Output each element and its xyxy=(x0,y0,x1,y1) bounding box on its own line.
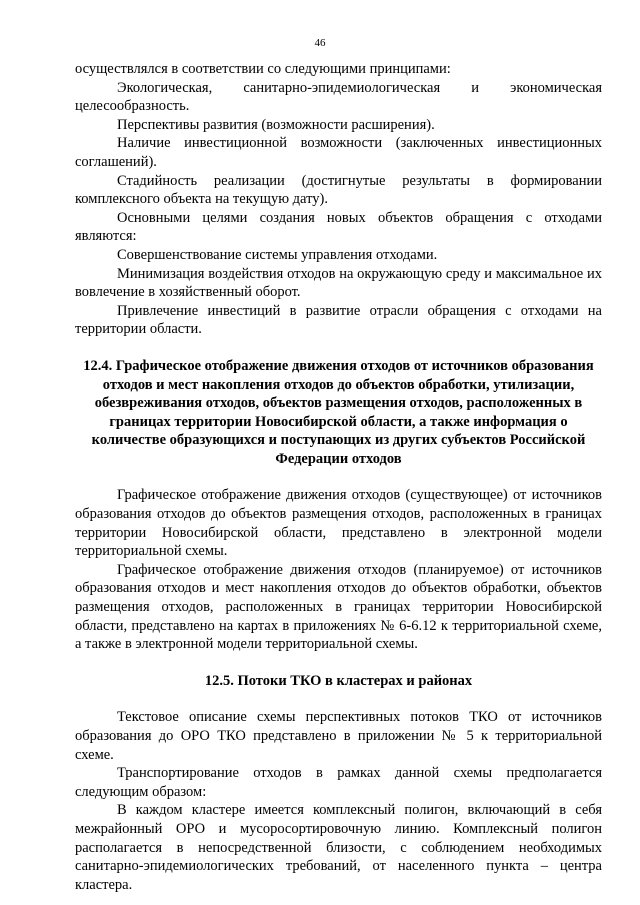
paragraph: Графическое отображение движения отходов (планируемое) от источников образования отходов и мест накопления отходов до объектов обработки, объектов размещения отходов, расположенных в границах территории Новосибирской области, представлено на картах в приложениях № 6-6.12 к территориальной схеме, а также в электронной модели территориальной схемы. xyxy=(75,561,602,653)
paragraph: Экологическая, санитарно-эпидемиологическая и экономическая целесообразность. xyxy=(75,79,602,115)
paragraph: осуществлялся в соответствии со следующими принципами: xyxy=(75,61,451,77)
page-number: 46 xyxy=(314,37,326,49)
paragraph: Минимизация воздействия отходов на окружающую среду и максимальное их вовлечение в хозяйственный оборот. xyxy=(75,265,602,301)
paragraph: Основными целями создания новых объектов обращения с отходами являются: xyxy=(75,209,602,245)
paragraph: Привлечение инвестиций в развитие отрасли обращения с отходами на территории области. xyxy=(75,302,602,338)
paragraph: Перспективы развития (возможности расширения). xyxy=(117,116,435,133)
section-heading-12-5: 12.5. Потоки ТКО в кластерах и районах xyxy=(204,672,473,689)
paragraph: Текстовое описание схемы перспективных потоков ТКО от источников образования до ОРО ТКО представлено в приложении № 5 к территориальной схеме. xyxy=(75,709,602,763)
paragraph: Графическое отображение движения отходов (существующее) от источников образования отходов до объектов размещения отходов, расположенных в границах территории Новосибирской области, представлено в электронной модели территориальной схемы. xyxy=(75,487,602,560)
paragraph: Наличие инвестиционной возможности (заключенных инвестиционных соглашений). xyxy=(75,135,602,170)
section-heading-12-4: 12.4. Графическое отображение движения отходов от источников образования отходов и мест накопления отходов до объектов обработки, утилизации, обезвреживания отходов, объектов размещения отходов, расположенных в границах территории Новосибирской области, а также информация о количестве образующихся и поступающих из других субъектов Российской Федерации отходов xyxy=(83,357,594,467)
paragraph: В каждом кластере имеется комплексный полигон, включающий в себя межрайонный ОРО и мусоросортировочную линию. Комплексный полигон располагается в непосредственной близости, с соблюдением необходимых санитарно-эпидемиологических требований, от населенного пункта – центра кластера. xyxy=(75,802,602,893)
paragraph: Стадийность реализации (достигнутые результаты в формировании комплексного объекта на текущую дату). xyxy=(75,172,602,208)
paragraph: Транспортирование отходов в рамках данной схемы предполагается следующим образом: xyxy=(75,765,602,800)
paragraph: Совершенствование системы управления отходами. xyxy=(117,246,438,263)
page-content xyxy=(75,60,602,894)
